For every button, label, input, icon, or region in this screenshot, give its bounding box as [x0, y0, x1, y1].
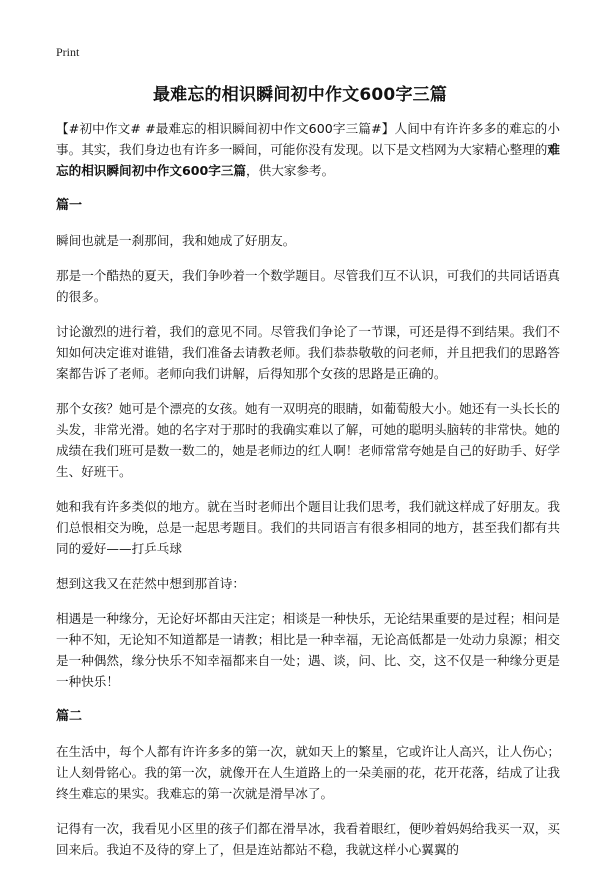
paragraph: 讨论激烈的进行着，我们的意见不同。尽管我们争论了一节课，可还是得不到结果。我们不知如何决定谁对谁错，我们准备去请教老师。我们恭恭敬敬的问老师，并且把我们的思路答案都告诉了老师。老师向我们讲解，后得知那个女孩的思路是正确的。 — [56, 324, 560, 381]
paragraph: 她和我有许多类似的地方。就在当时老师出个题目让我们思考，我们就这样成了好朋友。我们总恨相交为晚，总是一起思考题目。我们的共同语言有很多相同的地方，甚至我们都有共同的爱好——打乒乓球 — [56, 499, 560, 556]
section-heading-1: 篇一 — [56, 198, 83, 213]
paragraph: 记得有一次，我看见小区里的孩子们都在滑旱冰，我看着眼红，便吵着妈妈给我买一双，买回来后。我迫不及待的穿上了，但是连站都站不稳，我就这样小心翼翼的 — [56, 821, 560, 857]
intro-text: 【#初中作文# #最难忘的相识瞬间初中作文600字三篇#】人间中有许许多多的难忘的小事。其实，我们身边也有许多一瞬间，可能你没有发现。以下是文档网为大家精心整理的 — [56, 121, 560, 157]
print-label: Print — [56, 45, 80, 59]
intro-paragraph — [56, 118, 560, 181]
paragraph: 那个女孩？她可是个漂亮的女孩。她有一双明亮的眼睛，如葡萄般大小。她还有一头长长的头发，非常光滑。她的名字对于那时的我确实难以了解，可她的聪明头脑转的非常快。她的成绩在我们班可是数一数二的，她是老师边的红人啊！老师常常夸她是自己的好助手、好学生、好班干。 — [56, 401, 560, 479]
article-body — [56, 118, 560, 874]
paragraph: 想到这我又在茫然中想到那首诗： — [56, 576, 245, 591]
paragraph: 相遇是一种缘分，无论好坏都由天注定；相谈是一种快乐，无论结果重要的是过程；相问是一种不知，无论知不知道都是一请教；相比是一种幸福，无论高低都是一处动力泉源；相交是一种偶然，缘分快乐不知幸福都来自一处；遇、谈，问、比、交，这不仅是一种缘分更是一种快乐！ — [56, 611, 560, 689]
paragraph: 在生活中，每个人都有许许多多的第一次，就如天上的繁星，它或许让人高兴，让人伤心；让人刻骨铭心。我的第一次，就像开在人生道路上的一朵美丽的花，花开花落，结成了让我终生难忘的果实。我难忘的第一次就是滑旱冰了。 — [56, 744, 560, 801]
intro-suffix: ，供大家参考。 — [246, 163, 335, 178]
intro-highlight: 难忘的相识瞬间初中作文600字三篇 — [56, 142, 560, 178]
page-title: 最难忘的相识瞬间初中作文600字三篇 — [152, 85, 448, 105]
section-heading-2: 篇二 — [56, 709, 83, 724]
paragraph: 瞬间也就是一刹那间，我和她成了好朋友。 — [56, 233, 296, 248]
paragraph: 那是一个酷热的夏天，我们争吵着一个数学题目。尽管我们互不认识，可我们的共同话语真的很多。 — [56, 268, 560, 304]
